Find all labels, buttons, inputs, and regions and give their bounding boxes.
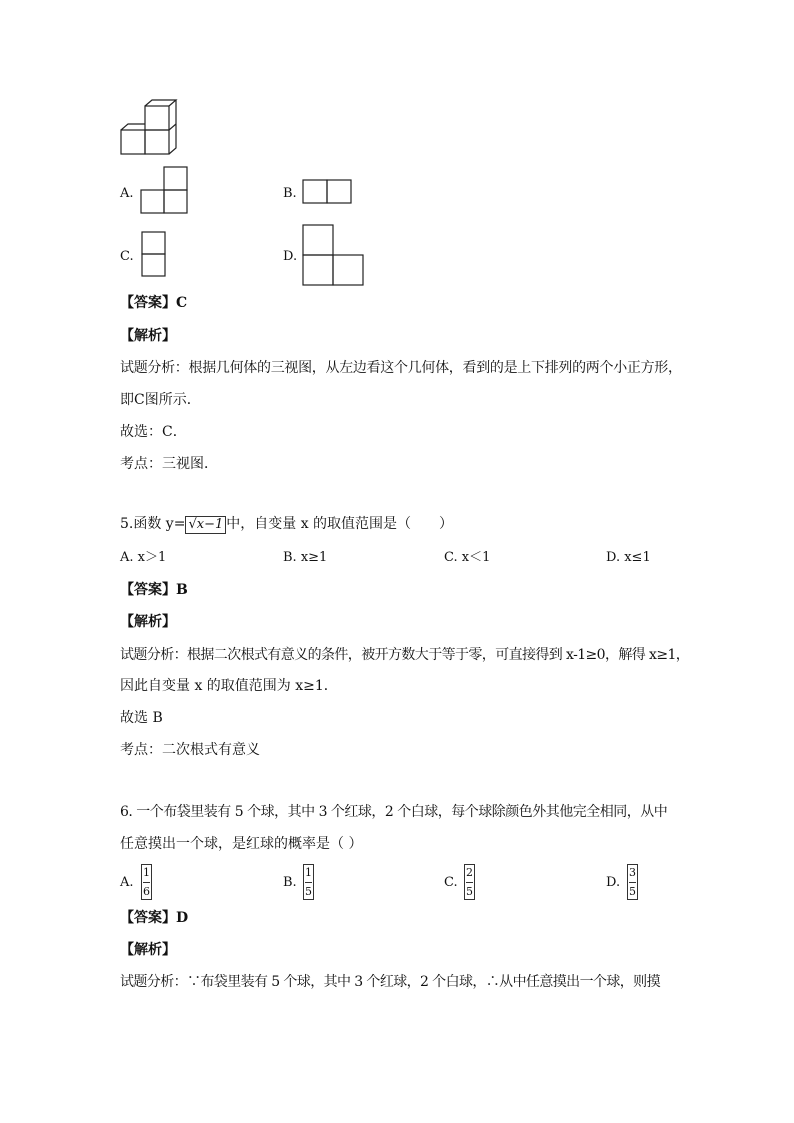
q4-topic: 考点：三视图． <box>120 456 218 472</box>
q6-option-c-label: C. <box>444 875 458 890</box>
q6-option-b-fraction <box>303 864 314 900</box>
q4-choice: 故选：C． <box>120 424 187 440</box>
q4-analysis-line1: 试题分析：根据几何体的三视图，从左边看这个几何体，看到的是上下排列的两个小正方形， <box>120 360 682 376</box>
q4-option-c-figure <box>141 231 167 279</box>
q5-analysis-line1: 试题分析：根据二次根式有意义的条件，被开方数大于等于零，可直接得到 x-1≥0，解得 x≥1， <box>120 647 690 663</box>
q6-option-c-fraction <box>464 864 475 900</box>
q5-answer: 【答案】B <box>120 582 188 598</box>
q5-sqrt-radicand: x−1 <box>196 517 224 532</box>
cube-solid-figure <box>118 98 180 158</box>
q4-option-b-figure <box>302 179 354 205</box>
fraction-denominator: 5 <box>466 885 473 898</box>
q6-option-b-label: B. <box>283 875 297 890</box>
fraction-bar <box>466 882 473 883</box>
fraction-numerator: 1 <box>143 866 150 879</box>
fraction-denominator: 5 <box>305 885 312 898</box>
fraction-bar <box>305 882 312 883</box>
q5-analysis-heading: 【解析】 <box>120 614 176 630</box>
q4-option-b-label: B. <box>283 186 297 201</box>
q5-stem <box>120 514 453 534</box>
fraction-bar <box>629 882 636 883</box>
q6-stem-line2: 任意摸出一个球，是红球的概率是（ ） <box>120 836 363 852</box>
q5-sqrt-expression: √x−1 <box>185 516 226 534</box>
q6-analysis-heading: 【解析】 <box>120 942 176 958</box>
q4-analysis-line2: 即C图所示． <box>120 392 201 408</box>
q4-option-a-figure <box>140 166 190 216</box>
q5-option-d: D. x≤1 <box>606 550 651 565</box>
q4-option-c-label: C. <box>120 249 134 264</box>
q6-option-a-fraction <box>141 864 152 900</box>
q5-option-c: C. x＜1 <box>444 550 491 565</box>
fraction-numerator: 3 <box>629 866 636 879</box>
q6-option-a-label: A. <box>120 875 134 890</box>
q4-analysis-heading: 【解析】 <box>120 328 176 344</box>
q5-analysis-line2: 因此自变量 x 的取值范围为 x≥1． <box>120 678 338 694</box>
q4-option-a-label: A. <box>120 186 134 201</box>
fraction-numerator: 2 <box>466 866 473 879</box>
q6-answer: 【答案】D <box>120 910 189 926</box>
fraction-numerator: 1 <box>305 866 312 879</box>
q6-analysis-line1: 试题分析：∵布袋里装有 5 个球，其中 3 个红球，2 个白球，∴从中任意摸出一个球，则摸 <box>120 974 660 990</box>
q4-answer: 【答案】C <box>120 295 188 311</box>
q5-option-b: B. x≥1 <box>283 550 328 565</box>
q6-option-d-label: D. <box>606 875 621 890</box>
q5-stem-suffix: 中，自变量 x 的取值范围是（ ） <box>226 516 454 532</box>
q5-stem-prefix: 5.函数 y= <box>120 516 186 532</box>
q4-option-d-figure <box>302 224 366 287</box>
q6-option-d-fraction <box>627 864 638 900</box>
fraction-denominator: 6 <box>143 885 150 898</box>
q5-choice: 故选 B <box>120 710 163 726</box>
q5-option-a: A. x＞1 <box>120 550 167 565</box>
fraction-denominator: 5 <box>629 885 636 898</box>
q5-topic: 考点：二次根式有意义 <box>120 742 260 758</box>
fraction-bar <box>143 882 150 883</box>
q4-option-d-label: D. <box>283 249 298 264</box>
q6-stem-line1: 6. 一个布袋里装有 5 个球，其中 3 个红球，2 个白球，每个球除颜色外其他完全相同，从中 <box>120 804 668 820</box>
